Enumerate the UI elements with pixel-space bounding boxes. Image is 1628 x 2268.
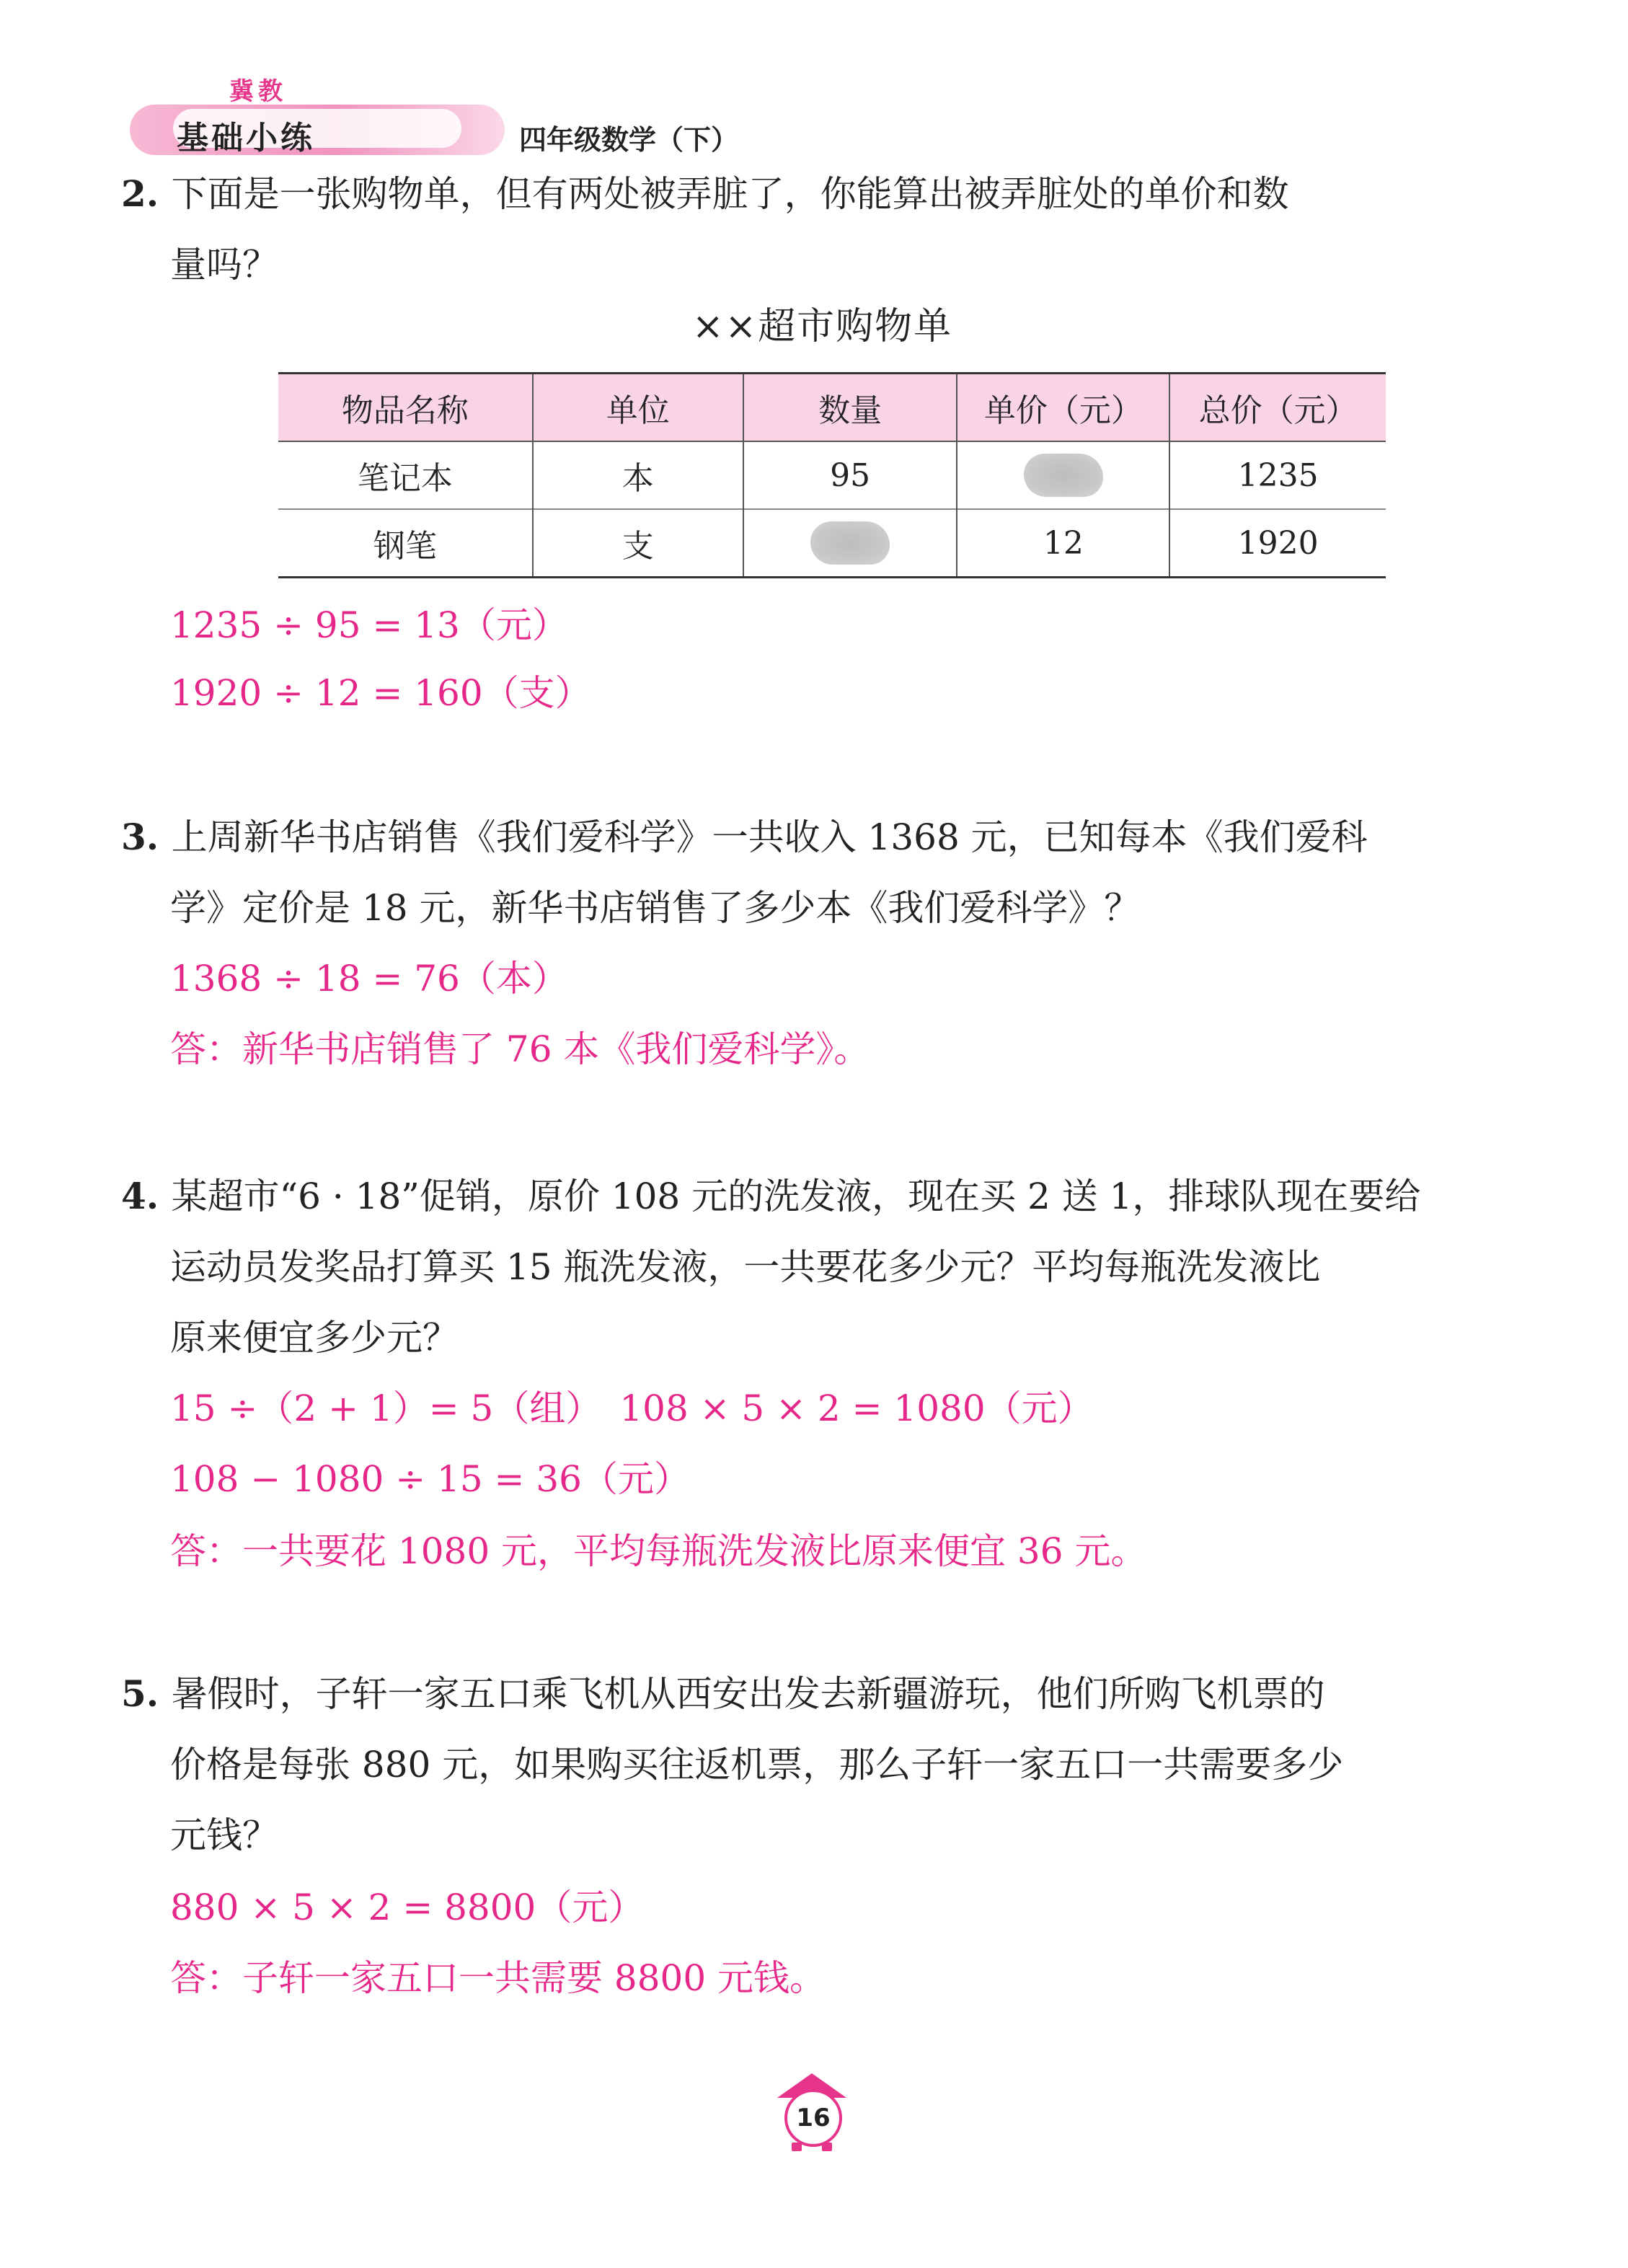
publisher-label: 冀教 xyxy=(229,77,287,106)
question-2: 2. 下面是一张购物单，但有两处被弄脏了，你能算出被弄脏处的单价和数 量吗？ xyxy=(121,159,1505,300)
table-cell-smudged xyxy=(957,441,1169,509)
question-text: 上周新华书店销售《我们爱科学》一共收入 1368 元，已知每本《我们爱科 xyxy=(171,816,1368,858)
column-header: 单价（元） xyxy=(957,374,1169,442)
table-cell: 12 xyxy=(957,509,1169,578)
question-text: 量吗？ xyxy=(170,244,278,286)
table-cell: 95 xyxy=(743,441,957,509)
badge-leg xyxy=(792,2143,802,2151)
smudge-mark xyxy=(1024,454,1103,497)
question-text: 价格是每张 880 元，如果购买往返机票，那么子轩一家五口一共需要多少 xyxy=(170,1744,1344,1786)
question-4: 4. 某超市“6 · 18”促销，原价 108 元的洗发液，现在买 2 送 1，排球队现在要给 运动员发奖品打算买 15 瓶洗发液，一共要花多少元？平均每瓶洗发液比 原来便宜多少元？ xyxy=(121,1161,1505,1373)
table-cell: 笔记本 xyxy=(278,441,533,509)
table-cell: 支 xyxy=(533,509,743,578)
question-text: 运动员发奖品打算买 15 瓶洗发液，一共要花多少元？平均每瓶洗发液比 xyxy=(170,1246,1321,1288)
column-header: 物品名称 xyxy=(278,374,533,442)
table-row xyxy=(278,441,1386,509)
table-cell: 1235 xyxy=(1169,441,1386,509)
question-text: 暑假时，子轩一家五口乘飞机从西安出发去新疆游玩，他们所购飞机票的 xyxy=(171,1673,1325,1715)
page-number-badge xyxy=(777,2073,846,2153)
column-header: 总价（元） xyxy=(1169,374,1386,442)
question-text: 元钱？ xyxy=(170,1814,278,1856)
question-3: 3. 上周新华书店销售《我们爱科学》一共收入 1368 元，已知每本《我们爱科 学》定价是 18 元，新华书店销售了多少本《我们爱科学》？ xyxy=(121,802,1505,943)
question-text: 下面是一张购物单，但有两处被弄脏了，你能算出被弄脏处的单价和数 xyxy=(171,173,1289,215)
column-header: 单位 xyxy=(533,374,743,442)
question-number: 3 xyxy=(121,816,146,858)
table-cell: 钢笔 xyxy=(278,509,533,578)
question-number: 5 xyxy=(121,1672,146,1715)
question-5: 5. 暑假时，子轩一家五口乘飞机从西安出发去新疆游玩，他们所购飞机票的 价格是每张 880 元，如果购买往返机票，那么子轩一家五口一共需要多少 元钱？ xyxy=(121,1659,1505,1871)
question-number: 2 xyxy=(121,172,146,215)
question-text: 某超市“6 · 18”促销，原价 108 元的洗发液，现在买 2 送 1，排球队现在要给 xyxy=(171,1175,1421,1217)
answer-line: 15 ÷（2 + 1）= 5（组） 108 × 5 × 2 = 1080（元） xyxy=(170,1387,1094,1429)
page-header xyxy=(123,69,844,162)
answer-line: 答：子轩一家五口一共需要 8800 元钱。 xyxy=(170,1957,826,1999)
answer-line: 108 − 1080 ÷ 15 = 36（元） xyxy=(170,1458,690,1500)
answer-line: 1235 ÷ 95 = 13（元） xyxy=(170,604,568,646)
shopping-list-table xyxy=(278,372,1386,578)
column-header: 数量 xyxy=(743,374,957,442)
answer-line: 880 × 5 × 2 = 8800（元） xyxy=(170,1887,645,1928)
series-title: 基础小练 xyxy=(177,120,315,156)
question-text: 学》定价是 18 元，新华书店销售了多少本《我们爱科学》？ xyxy=(170,887,1141,929)
table-header-row xyxy=(278,374,1386,442)
question-number: 4 xyxy=(121,1175,146,1217)
smudge-mark xyxy=(810,521,890,565)
table-cell: 本 xyxy=(533,441,743,509)
answer-line: 答：一共要花 1080 元，平均每瓶洗发液比原来便宜 36 元。 xyxy=(170,1530,1147,1572)
table-cell-smudged xyxy=(743,509,957,578)
badge-leg xyxy=(822,2143,832,2151)
table-row xyxy=(278,509,1386,578)
page-number: 16 xyxy=(784,2089,842,2147)
grade-label: 四年级数学（下） xyxy=(519,124,739,156)
question-text: 原来便宜多少元？ xyxy=(170,1317,459,1359)
answer-line: 答：新华书店销售了 76 本《我们爱科学》。 xyxy=(170,1028,870,1070)
answer-line: 1920 ÷ 12 = 160（支） xyxy=(170,672,591,714)
answer-line: 1368 ÷ 18 = 76（本） xyxy=(170,958,568,1000)
table-title: ××超市购物单 xyxy=(692,305,953,348)
table-cell: 1920 xyxy=(1169,509,1386,578)
